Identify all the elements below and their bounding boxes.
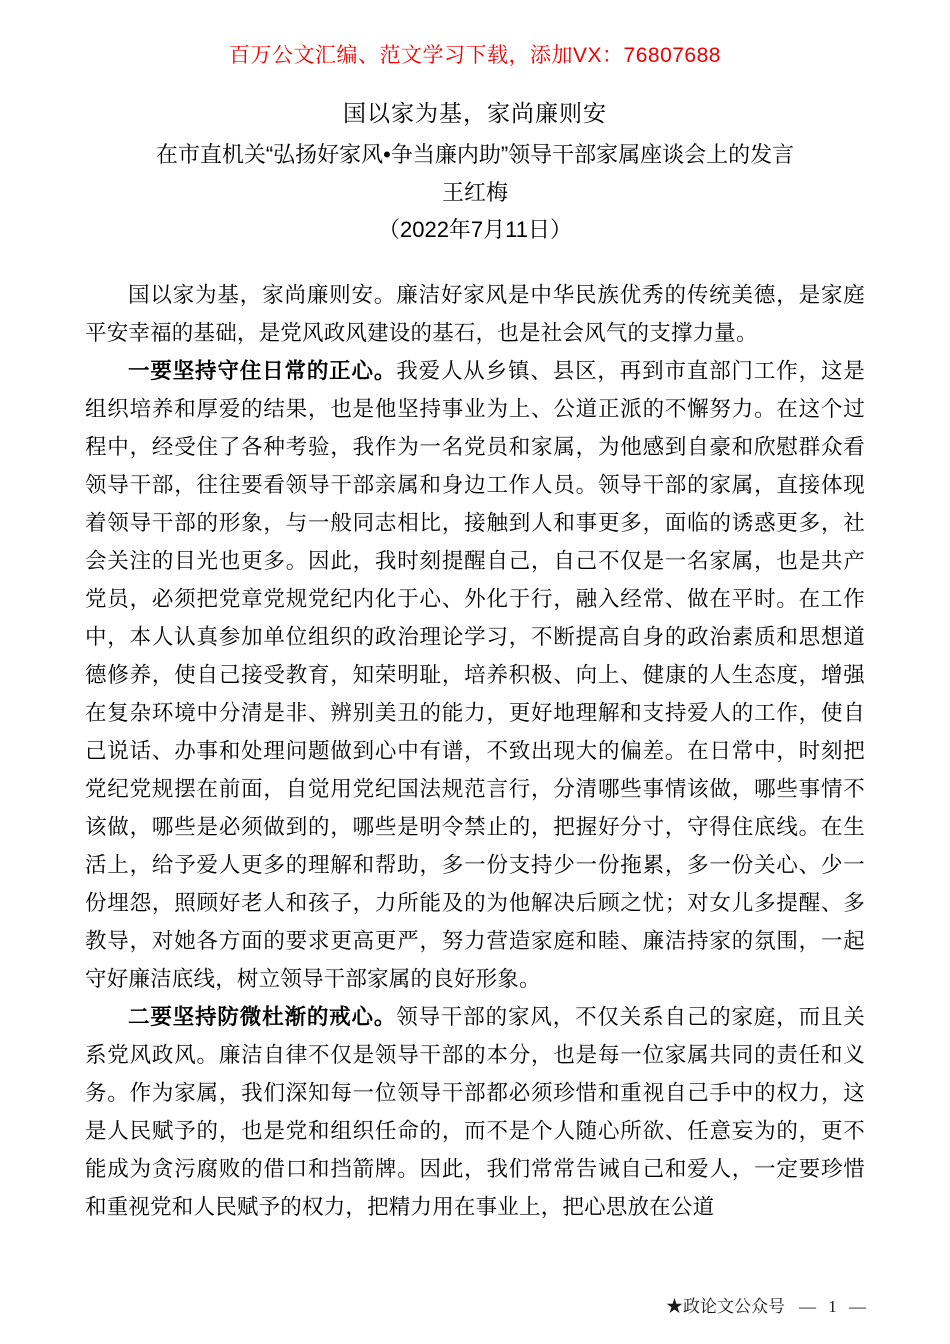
footer-brand: ★政论文公众号 [666, 1297, 785, 1316]
paragraph-lead: 一要坚持守住日常的正心。 [128, 359, 397, 383]
paragraph-text: 领导干部的家风，不仅关系自己的家庭，而且关系党风政风。廉洁自律不仅是领导干部的本分，也是每一位家属共同的责任和义务。作为家属，我们深知每一位领导干部都必须珍惜和重视自己手中的权力，这是人民赋予的，也是党和组织任命的，而不是个人随心所欲、任意妄为的，更不能成为贪污腐败的借口和挡箭牌。因此，我们常常告诫自己和爱人，一定要珍惜和重视党和人民赋予的权力，把精力用在事业上，把心思放在公道 [85, 1005, 866, 1219]
doc-title: 国以家为基，家尚廉则安 [343, 100, 607, 126]
doc-subtitle: 在市直机关“弘扬好家风•争当廉内助”领导干部家属座谈会上的发言 [155, 142, 795, 167]
doc-date: （2022年7月11日） [377, 217, 572, 242]
paragraph [85, 998, 865, 1226]
footer-page-number: — 1 — [799, 1297, 870, 1316]
paragraph-text: 我爱人从乡镇、县区，再到市直部门工作，这是组织培养和厚爱的结果，也是他坚持事业为上、公道正派的不懈努力。在这个过程中，经受住了各种考验，我作为一名党员和家属，为他感到自豪和欣慰群众看领导干部，往往要看领导干部亲属和身边工作人员。领导干部的家属，直接体现着领导干部的形象，与一般同志相比，接触到人和事更多，面临的诱惑更多，社会关注的目光也更多。因此，我时刻提醒自己，自己不仅是一名家属，也是共产党员，必须把党章党规党纪内化于心、外化于行，融入经常、做在平时。在工作中，本人认真参加单位组织的政治理论学习，不断提高自身的政治素质和思想道德修养，使自己接受教育，知荣明耻，培养积极、向上、健康的人生态度，增强在复杂环境中分清是非、辨别美丑的能力，更好地理解和支持爱人的工作，使自己说话、办事和处理问题做到心中有谱，不致出现大的偏差。在日常中，时刻把党纪党规摆在前面，自觉用党纪国法规范言行，分清哪些事情该做，哪些事情不该做，哪些是必须做到的，哪些是明令禁止的，把握好分寸，守得住底线。在生活上，给予爱人更多的理解和帮助，多一份支持少一份拖累，多一份关心、少一份埋怨，照顾好老人和孩子，力所能及的为他解决后顾之忧；对女儿多提醒、多教导，对她各方面的要求更高更严，努力营造家庭和睦、廉洁持家的氛围，一起守好廉洁底线，树立领导干部家属的良好形象。 [85, 359, 866, 991]
page-footer [666, 1296, 870, 1318]
doc-author: 王红梅 [441, 180, 508, 205]
doc-body [85, 276, 865, 1226]
title-block [85, 98, 865, 244]
paragraph-lead: 二要坚持防微杜渐的戒心。 [128, 1005, 397, 1029]
paragraph [85, 352, 865, 998]
paragraph-text: 国以家为基，家尚廉则安。廉洁好家风是中华民族优秀的传统美德，是家庭平安幸福的基础，是党风政风建设的基石，也是社会风气的支撑力量。 [85, 283, 865, 345]
paragraph [85, 276, 865, 352]
promo-banner: 百万公文汇编、范文学习下载，添加VX：76807688 [229, 44, 721, 67]
